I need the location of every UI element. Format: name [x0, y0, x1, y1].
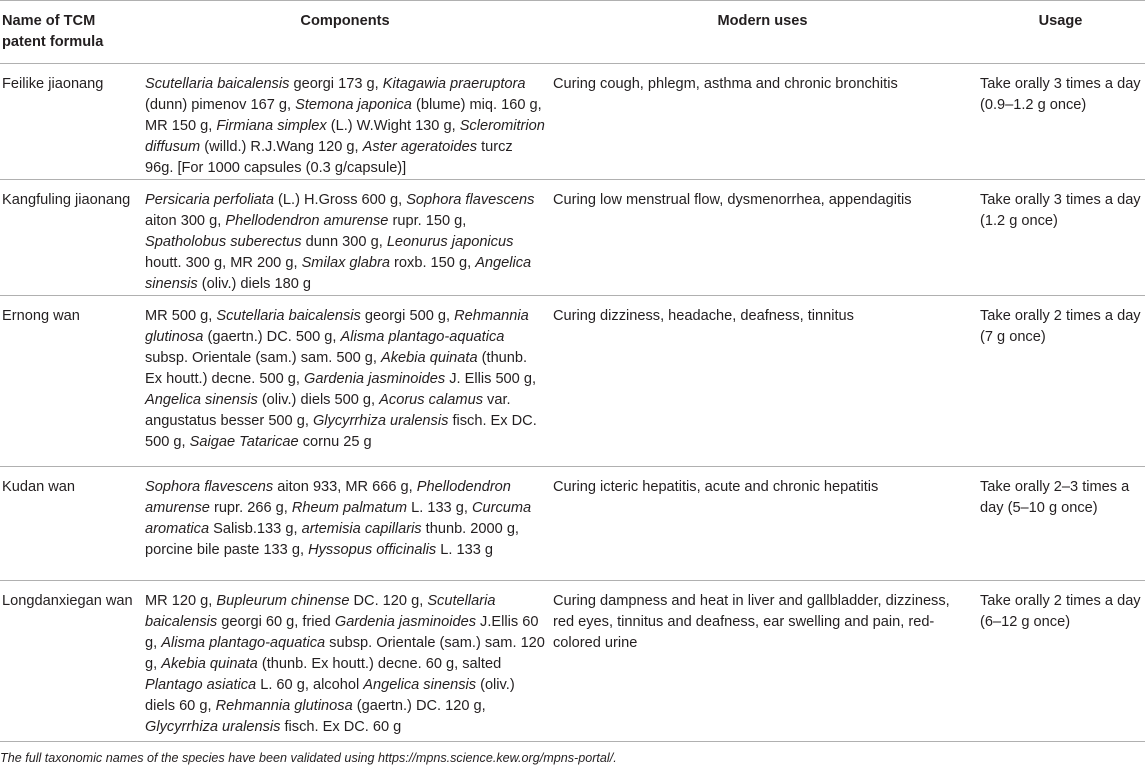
- formula-name: Kudan wan: [0, 467, 141, 581]
- species-name: Scutellaria baicalensis: [145, 593, 496, 630]
- species-name: Akebia quinata: [381, 350, 478, 366]
- species-name: Scutellaria baicalensis: [145, 76, 290, 92]
- table-row: [0, 180, 1145, 296]
- species-name: Hyssopus officinalis: [308, 542, 437, 558]
- table-row: [0, 296, 1145, 467]
- species-name: artemisia capillaris: [301, 521, 422, 537]
- formula-components: MR 500 g, Scutellaria baicalensis georgi 500 g, Rehmannia glutinosa (gaertn.) DC. 500 g, Alisma plantago-aquatica subsp. Orientale (sam.) sam. 500 g, Akebia quinata (thunb. Ex houtt.) decne. 500 g, Gardenia jasminoides J. Ellis 500 g, Angelica sinensis (oliv.) diels 500 g, Acorus calamus var. angustatus besser 500 g, Glycyrrhiza uralensis fisch. Ex DC. 500 g, Saigae Tataricae cornu 25 g: [141, 296, 549, 467]
- header-modern-uses: Modern uses: [549, 1, 976, 64]
- formula-modern-uses: Curing cough, phlegm, asthma and chronic bronchitis: [549, 64, 976, 180]
- species-name: Sophora flavescens: [406, 192, 535, 208]
- species-name: Smilax glabra: [301, 255, 390, 271]
- species-name: Alisma plantago-aquatica: [340, 329, 505, 345]
- header-usage: Usage: [976, 1, 1145, 64]
- species-name: Phellodendron amurense: [145, 479, 511, 516]
- table-body: [0, 64, 1145, 742]
- formula-name: Ernong wan: [0, 296, 141, 467]
- formula-name: Kangfuling jiaonang: [0, 180, 141, 296]
- species-name: Persicaria perfoliata: [145, 192, 274, 208]
- header-components: Components: [141, 1, 549, 64]
- formula-modern-uses: Curing icteric hepatitis, acute and chronic hepatitis: [549, 467, 976, 581]
- species-name: Scleromitrion diffusum: [145, 118, 545, 155]
- table-footnote: The full taxonomic names of the species have been validated using https://mpns.science.kew.org/mpns-portal/.: [0, 751, 617, 765]
- species-name: Akebia quinata: [161, 656, 258, 672]
- species-name: Phellodendron amurense: [225, 213, 389, 229]
- header-name: Name of TCM patent formula: [0, 1, 141, 64]
- species-name: Plantago asiatica: [145, 677, 257, 693]
- table-header: [0, 1, 1145, 64]
- table-row: [0, 64, 1145, 180]
- formula-usage: Take orally 2–3 times a day (5–10 g once): [976, 467, 1145, 581]
- species-name: Sophora flavescens: [145, 479, 274, 495]
- formula-usage: Take orally 3 times a day (0.9–1.2 g once): [976, 64, 1145, 180]
- species-name: Spatholobus suberectus: [145, 234, 302, 250]
- species-name: Saigae Tataricae: [189, 434, 299, 450]
- formula-usage: Take orally 2 times a day (7 g once): [976, 296, 1145, 467]
- header-row: [0, 1, 1145, 64]
- species-name: Glycyrrhiza uralensis: [312, 413, 449, 429]
- species-name: Alisma plantago-aquatica: [161, 635, 326, 651]
- table-row: [0, 467, 1145, 581]
- formula-components: Persicaria perfoliata (L.) H.Gross 600 g, Sophora flavescens aiton 300 g, Phellodendron amurense rupr. 150 g, Spatholobus suberectus dunn 300 g, Leonurus japonicus houtt. 300 g, MR 200 g, Smilax glabra roxb. 150 g, Angelica sinensis (oliv.) diels 180 g: [141, 180, 549, 296]
- species-name: Rehmannia glutinosa: [145, 308, 529, 345]
- formula-components: Sophora flavescens aiton 933, MR 666 g, Phellodendron amurense rupr. 266 g, Rheum palmatum L. 133 g, Curcuma aromatica Salisb.133 g, artemisia capillaris thunb. 2000 g, porcine bile paste 133 g, Hyssopus officinalis L. 133 g: [141, 467, 549, 581]
- species-name: Rheum palmatum: [291, 500, 408, 516]
- species-name: Kitagawia praeruptora: [382, 76, 526, 92]
- species-name: Bupleurum chinense: [216, 593, 350, 609]
- species-name: Curcuma aromatica: [145, 500, 532, 537]
- formula-name: Feilike jiaonang: [0, 64, 141, 180]
- formula-modern-uses: Curing dizziness, headache, deafness, tinnitus: [549, 296, 976, 467]
- species-name: Stemona japonica: [295, 97, 412, 113]
- table-row: [0, 581, 1145, 742]
- formula-components: Scutellaria baicalensis georgi 173 g, Kitagawia praeruptora (dunn) pimenov 167 g, Stemona japonica (blume) miq. 160 g, MR 150 g, Firmiana simplex (L.) W.Wight 130 g, Scleromitrion diffusum (willd.) R.J.Wang 120 g, Aster ageratoides turcz 96g. [For 1000 capsules (0.3 g/capsule)]: [141, 64, 549, 180]
- species-name: Angelica sinensis: [145, 392, 258, 408]
- formula-usage: Take orally 3 times a day (1.2 g once): [976, 180, 1145, 296]
- species-name: Gardenia jasminoides: [334, 614, 476, 630]
- species-name: Angelica sinensis: [145, 255, 532, 292]
- species-name: Acorus calamus: [379, 392, 483, 408]
- species-name: Aster ageratoides: [362, 139, 478, 155]
- formula-components: MR 120 g, Bupleurum chinense DC. 120 g, Scutellaria baicalensis georgi 60 g, fried Gardenia jasminoides J.Ellis 60 g, Alisma plantago-aquatica subsp. Orientale (sam.) sam. 120 g, Akebia quinata (thunb. Ex houtt.) decne. 60 g, salted Plantago asiatica L. 60 g, alcohol Angelica sinensis (oliv.) diels 60 g, Rehmannia glutinosa (gaertn.) DC. 120 g, Glycyrrhiza uralensis fisch. Ex DC. 60 g: [141, 581, 549, 742]
- species-name: Scutellaria baicalensis: [216, 308, 361, 324]
- formula-modern-uses: Curing dampness and heat in liver and gallbladder, dizziness, red eyes, tinnitus and deafness, ear swelling and pain, red-colored urine: [549, 581, 976, 742]
- formula-usage: Take orally 2 times a day (6–12 g once): [976, 581, 1145, 742]
- formula-modern-uses: Curing low menstrual flow, dysmenorrhea, appendagitis: [549, 180, 976, 296]
- species-name: Glycyrrhiza uralensis: [145, 719, 281, 735]
- species-name: Gardenia jasminoides: [304, 371, 446, 387]
- species-name: Firmiana simplex: [216, 118, 327, 134]
- species-name: Leonurus japonicus: [386, 234, 514, 250]
- species-name: Rehmannia glutinosa: [215, 698, 353, 714]
- formula-name: Longdanxiegan wan: [0, 581, 141, 742]
- species-name: Angelica sinensis: [363, 677, 477, 693]
